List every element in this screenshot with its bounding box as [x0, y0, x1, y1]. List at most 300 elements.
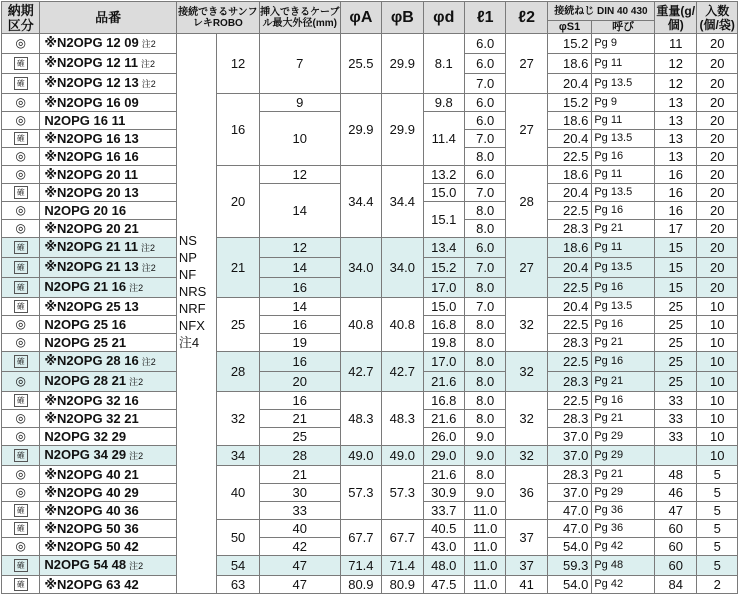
thread-s1: 47.0 — [547, 502, 591, 520]
dim-d: 21.6 — [423, 466, 464, 484]
dim-d: 21.6 — [423, 372, 464, 392]
thread-call: Pg 11 — [592, 112, 655, 130]
dim-d: 15.0 — [423, 298, 464, 316]
part-number-text: N2OPG 32 29 — [44, 429, 127, 444]
dim-l1: 11.0 — [464, 520, 505, 538]
robo-type: NRF — [178, 301, 206, 316]
cable-od: 10 — [259, 112, 340, 166]
quantity: 10 — [697, 334, 738, 352]
thread-call: Pg 13.5 — [592, 184, 655, 202]
cable-od: 47 — [259, 556, 340, 576]
dim-a: 49.0 — [340, 446, 381, 466]
thread-call: Pg 9 — [592, 94, 655, 112]
weight: 13 — [654, 130, 696, 148]
thread-s1: 20.4 — [547, 184, 591, 202]
dim-l1: 6.0 — [464, 166, 505, 184]
dim-l1: 11.0 — [464, 538, 505, 556]
quantity: 10 — [697, 316, 738, 334]
dim-l1: 9.0 — [464, 484, 505, 502]
quantity: 20 — [697, 166, 738, 184]
quantity: 20 — [697, 130, 738, 148]
part-number — [40, 538, 176, 556]
quantity: 20 — [697, 112, 738, 130]
stock-cell: ◎ — [2, 316, 40, 334]
note-mark: 注2 — [141, 79, 156, 89]
thread-s1: 20.4 — [547, 130, 591, 148]
dim-d: 21.6 — [423, 410, 464, 428]
quantity: 20 — [697, 278, 738, 298]
dim-l2: 37 — [506, 556, 547, 576]
weight: 12 — [654, 74, 696, 94]
table-row — [2, 352, 738, 372]
cable-od: 47 — [259, 576, 340, 594]
dim-a: 29.9 — [340, 94, 381, 166]
weight: 13 — [654, 148, 696, 166]
stock-cell: ◎ — [2, 334, 40, 352]
part-number — [40, 428, 176, 446]
thread-call: Pg 21 — [592, 220, 655, 238]
part-number — [40, 520, 176, 538]
dim-a: 25.5 — [340, 34, 381, 94]
col-a: φA — [340, 2, 381, 34]
weight: 13 — [654, 94, 696, 112]
dim-l1: 7.0 — [464, 74, 505, 94]
dim-d: 13.2 — [423, 166, 464, 184]
fitting-size: 34 — [217, 446, 259, 466]
table-row — [2, 576, 738, 594]
part-number — [40, 258, 176, 278]
quantity: 20 — [697, 238, 738, 258]
fitting-size: 21 — [217, 238, 259, 298]
col-b: φB — [382, 2, 423, 34]
part-number-text: ※N2OPG 32 21 — [44, 411, 139, 426]
weight: 16 — [654, 184, 696, 202]
cable-od: 20 — [259, 372, 340, 392]
cable-od: 25 — [259, 428, 340, 446]
dim-l1: 6.0 — [464, 54, 505, 74]
dim-l1: 8.0 — [464, 316, 505, 334]
part-number-text: ※N2OPG 40 36 — [44, 503, 139, 518]
part-number-text: N2OPG 28 21 — [44, 373, 127, 388]
dim-l1: 7.0 — [464, 298, 505, 316]
dim-l1: 8.0 — [464, 278, 505, 298]
part-number-text: ※N2OPG 50 42 — [44, 539, 139, 554]
cable-od: 19 — [259, 334, 340, 352]
fitting-size: 63 — [217, 576, 259, 594]
dim-b: 49.0 — [382, 446, 423, 466]
fitting-size: 25 — [217, 298, 259, 352]
fitting-size: 50 — [217, 520, 259, 556]
stock-cell — [2, 352, 40, 372]
part-number — [40, 220, 176, 238]
note-mark: 注2 — [129, 561, 144, 571]
cable-od: 28 — [259, 446, 340, 466]
dim-l2: 32 — [506, 298, 547, 352]
thread-s1: 22.5 — [547, 148, 591, 166]
dim-l1: 8.0 — [464, 466, 505, 484]
part-number — [40, 392, 176, 410]
part-number-text: N2OPG 34 29 — [44, 447, 127, 462]
dim-l2: 36 — [506, 466, 547, 520]
robo-type: NFX — [178, 318, 205, 333]
stock-cell: ◎ — [2, 466, 40, 484]
dim-l2: 41 — [506, 576, 547, 594]
cable-od: 14 — [259, 258, 340, 278]
part-number-text: ※N2OPG 21 11 — [44, 239, 138, 254]
stock-confirm-badge: 確 — [14, 559, 28, 572]
col-l2: ℓ2 — [506, 2, 547, 34]
part-number-text: ※N2OPG 40 29 — [44, 485, 139, 500]
dim-a: 34.0 — [340, 238, 381, 298]
thread-call: Pg 29 — [592, 484, 655, 502]
part-number-text: N2OPG 25 21 — [44, 335, 127, 350]
dim-a: 40.8 — [340, 298, 381, 352]
part-number — [40, 184, 176, 202]
weight: 47 — [654, 502, 696, 520]
dim-l2: 27 — [506, 238, 547, 298]
stock-cell: ◎ — [2, 484, 40, 502]
dim-d: 48.0 — [423, 556, 464, 576]
cable-od: 21 — [259, 466, 340, 484]
dim-b: 80.9 — [382, 576, 423, 594]
fitting-size: 12 — [217, 34, 259, 94]
dim-l1: 6.0 — [464, 238, 505, 258]
dim-b: 29.9 — [382, 34, 423, 94]
stock-cell — [2, 130, 40, 148]
table-row — [2, 238, 738, 258]
dim-d: 13.4 — [423, 238, 464, 258]
dim-d: 47.5 — [423, 576, 464, 594]
part-number-text: ※N2OPG 40 21 — [44, 467, 139, 482]
note-mark: 注2 — [129, 451, 144, 461]
weight: 60 — [654, 538, 696, 556]
stock-cell: ◎ — [2, 94, 40, 112]
thread-s1: 28.3 — [547, 334, 591, 352]
dim-a: 48.3 — [340, 392, 381, 446]
weight: 25 — [654, 334, 696, 352]
dim-d: 16.8 — [423, 392, 464, 410]
thread-s1: 28.3 — [547, 466, 591, 484]
quantity: 5 — [697, 538, 738, 556]
thread-call: Pg 16 — [592, 352, 655, 372]
weight: 84 — [654, 576, 696, 594]
part-number — [40, 410, 176, 428]
dim-l1: 8.0 — [464, 334, 505, 352]
part-number — [40, 484, 176, 502]
weight: 17 — [654, 220, 696, 238]
dim-d: 19.8 — [423, 334, 464, 352]
quantity: 20 — [697, 184, 738, 202]
thread-s1: 22.5 — [547, 352, 591, 372]
cable-od: 9 — [259, 94, 340, 112]
cable-od: 16 — [259, 352, 340, 372]
quantity: 10 — [697, 298, 738, 316]
col-robo: 接続できるサンフレキROBO — [176, 2, 259, 34]
weight: 33 — [654, 428, 696, 446]
part-number-text: N2OPG 54 48 — [44, 557, 127, 572]
thread-s1: 22.5 — [547, 278, 591, 298]
dim-d: 17.0 — [423, 352, 464, 372]
part-number-text: ※N2OPG 12 09 — [44, 35, 139, 50]
thread-s1: 18.6 — [547, 54, 591, 74]
cable-od: 14 — [259, 298, 340, 316]
thread-s1: 47.0 — [547, 520, 591, 538]
dim-l1: 9.0 — [464, 446, 505, 466]
weight: 46 — [654, 484, 696, 502]
weight: 12 — [654, 54, 696, 74]
thread-call: Pg 29 — [592, 428, 655, 446]
thread-s1: 18.6 — [547, 238, 591, 258]
dim-d: 30.9 — [423, 484, 464, 502]
cable-od: 12 — [259, 166, 340, 184]
quantity: 20 — [697, 54, 738, 74]
weight: 25 — [654, 316, 696, 334]
thread-call: Pg 13.5 — [592, 74, 655, 94]
part-number — [40, 112, 176, 130]
part-number-text: ※N2OPG 50 36 — [44, 521, 139, 536]
col-qty: 入数(個/袋) — [697, 2, 738, 34]
cable-od: 7 — [259, 34, 340, 94]
dim-l1: 9.0 — [464, 428, 505, 446]
quantity: 10 — [697, 372, 738, 392]
weight: 25 — [654, 298, 696, 316]
dim-b: 48.3 — [382, 392, 423, 446]
stock-cell — [2, 446, 40, 466]
cable-od: 40 — [259, 520, 340, 538]
dim-d: 16.8 — [423, 316, 464, 334]
robo-type: NF — [178, 267, 197, 282]
fitting-size: 40 — [217, 466, 259, 520]
part-number — [40, 130, 176, 148]
stock-cell: ◎ — [2, 34, 40, 54]
part-number-text: ※N2OPG 28 16 — [44, 353, 139, 368]
col-part: 品番 — [40, 2, 176, 34]
table-row — [2, 166, 738, 184]
thread-call: Pg 21 — [592, 466, 655, 484]
weight: 11 — [654, 34, 696, 54]
stock-confirm-badge: 確 — [14, 522, 28, 535]
table-row — [2, 94, 738, 112]
stock-cell: ◎ — [2, 372, 40, 392]
dim-a: 57.3 — [340, 466, 381, 520]
dim-l2: 32 — [506, 446, 547, 466]
quantity: 20 — [697, 148, 738, 166]
part-number — [40, 372, 176, 392]
dim-d: 17.0 — [423, 278, 464, 298]
part-number-text: ※N2OPG 16 13 — [44, 131, 139, 146]
table-row — [2, 520, 738, 538]
weight: 16 — [654, 202, 696, 220]
dim-b: 34.0 — [382, 238, 423, 298]
stock-cell: ◎ — [2, 220, 40, 238]
quantity: 10 — [697, 428, 738, 446]
table-row — [2, 298, 738, 316]
stock-cell — [2, 298, 40, 316]
dim-b: 57.3 — [382, 466, 423, 520]
table-row — [2, 466, 738, 484]
dim-l2: 27 — [506, 34, 547, 94]
stock-cell — [2, 520, 40, 538]
part-number — [40, 298, 176, 316]
dim-d: 9.8 — [423, 94, 464, 112]
thread-s1: 18.6 — [547, 166, 591, 184]
part-number — [40, 74, 176, 94]
part-number — [40, 202, 176, 220]
dim-l2: 27 — [506, 94, 547, 166]
quantity: 20 — [697, 94, 738, 112]
stock-cell — [2, 392, 40, 410]
quantity: 10 — [697, 352, 738, 372]
thread-call: Pg 13.5 — [592, 298, 655, 316]
dim-l1: 7.0 — [464, 130, 505, 148]
note-mark: 注2 — [129, 283, 144, 293]
fitting-size: 16 — [217, 94, 259, 166]
part-number-text: ※N2OPG 63 42 — [44, 577, 139, 592]
fitting-size: 20 — [217, 166, 259, 238]
cable-od: 21 — [259, 410, 340, 428]
stock-cell — [2, 258, 40, 278]
thread-call: Pg 16 — [592, 202, 655, 220]
dim-a: 67.7 — [340, 520, 381, 556]
thread-call: Pg 29 — [592, 446, 655, 466]
stock-confirm-badge: 確 — [14, 394, 28, 407]
table-row — [2, 392, 738, 410]
quantity: 20 — [697, 74, 738, 94]
col-l1: ℓ1 — [464, 2, 505, 34]
weight: 60 — [654, 556, 696, 576]
quantity: 5 — [697, 502, 738, 520]
table-body — [2, 34, 738, 594]
stock-confirm-badge: 確 — [14, 186, 28, 199]
dim-d: 8.1 — [423, 34, 464, 94]
col-cable: 挿入できるケーブル最大外径(mm) — [259, 2, 340, 34]
dim-l1: 8.0 — [464, 202, 505, 220]
part-number — [40, 352, 176, 372]
part-number — [40, 148, 176, 166]
part-number — [40, 166, 176, 184]
cable-od: 42 — [259, 538, 340, 556]
quantity: 5 — [697, 466, 738, 484]
weight: 25 — [654, 352, 696, 372]
dim-l2: 28 — [506, 166, 547, 238]
thread-s1: 15.2 — [547, 34, 591, 54]
col-weight: 重量(g/個) — [656, 3, 696, 32]
quantity: 2 — [697, 576, 738, 594]
cable-od: 33 — [259, 502, 340, 520]
thread-s1: 22.5 — [547, 316, 591, 334]
stock-cell — [2, 556, 40, 576]
stock-cell — [2, 74, 40, 94]
dim-a: 71.4 — [340, 556, 381, 576]
weight: 15 — [654, 238, 696, 258]
stock-confirm-badge: 確 — [14, 300, 28, 313]
thread-s1: 37.0 — [547, 446, 591, 466]
note-mark: 注2 — [140, 243, 155, 253]
dim-l1: 11.0 — [464, 556, 505, 576]
stock-cell — [2, 238, 40, 258]
part-number — [40, 502, 176, 520]
dim-d: 15.1 — [423, 202, 464, 238]
weight: 48 — [654, 466, 696, 484]
thread-call: Pg 11 — [592, 238, 655, 258]
thread-s1: 28.3 — [547, 220, 591, 238]
stock-cell: ◎ — [2, 428, 40, 446]
stock-cell: ◎ — [2, 202, 40, 220]
quantity: 20 — [697, 34, 738, 54]
weight: 33 — [654, 392, 696, 410]
dim-d: 15.0 — [423, 184, 464, 202]
part-number — [40, 94, 176, 112]
thread-s1: 28.3 — [547, 410, 591, 428]
robo-type: NRS — [178, 284, 207, 299]
robo-type: NP — [178, 250, 197, 265]
dim-a: 34.4 — [340, 166, 381, 238]
thread-call: Pg 13.5 — [592, 258, 655, 278]
note-mark: 注2 — [141, 39, 156, 49]
stock-confirm-badge: 確 — [14, 57, 28, 70]
dim-l1: 8.0 — [464, 148, 505, 166]
weight — [654, 446, 696, 466]
stock-cell — [2, 278, 40, 298]
part-number — [40, 238, 176, 258]
stock-confirm-badge: 確 — [14, 132, 28, 145]
part-number-text: ※N2OPG 20 21 — [44, 221, 139, 236]
dim-d: 26.0 — [423, 428, 464, 446]
thread-s1: 20.4 — [547, 298, 591, 316]
quantity: 10 — [697, 410, 738, 428]
thread-s1: 22.5 — [547, 392, 591, 410]
dim-l2: 32 — [506, 392, 547, 446]
dim-b: 67.7 — [382, 520, 423, 556]
col-stock: 納期区分 — [2, 2, 40, 34]
part-number — [40, 466, 176, 484]
dim-d: 33.7 — [423, 502, 464, 520]
dim-l1: 7.0 — [464, 184, 505, 202]
table-row — [2, 556, 738, 576]
thread-call: Pg 48 — [592, 556, 655, 576]
thread-s1: 37.0 — [547, 428, 591, 446]
dim-l1: 7.0 — [464, 258, 505, 278]
part-number-text: ※N2OPG 20 11 — [44, 167, 138, 182]
part-number-text: ※N2OPG 32 16 — [44, 393, 139, 408]
thread-s1: 37.0 — [547, 484, 591, 502]
dim-a: 42.7 — [340, 352, 381, 392]
dim-l1: 8.0 — [464, 352, 505, 372]
fitting-size: 28 — [217, 352, 259, 392]
dim-l1: 11.0 — [464, 576, 505, 594]
dim-l1: 8.0 — [464, 392, 505, 410]
thread-call: Pg 36 — [592, 520, 655, 538]
col-d: φd — [423, 2, 464, 34]
part-number — [40, 556, 176, 576]
part-number — [40, 34, 176, 54]
stock-cell: ◎ — [2, 538, 40, 556]
thread-call: Pg 21 — [592, 334, 655, 352]
part-number-text: N2OPG 21 16 — [44, 279, 127, 294]
stock-confirm-badge: 確 — [14, 241, 28, 254]
table-row — [2, 446, 738, 466]
thread-call: Pg 42 — [592, 538, 655, 556]
part-number-text: ※N2OPG 16 09 — [44, 95, 139, 110]
note-mark: 注2 — [141, 357, 156, 367]
thread-call: Pg 11 — [592, 166, 655, 184]
note-mark: 注2 — [140, 59, 155, 69]
stock-cell — [2, 184, 40, 202]
dim-b: 40.8 — [382, 298, 423, 352]
dim-d: 15.2 — [423, 258, 464, 278]
stock-confirm-badge: 確 — [14, 77, 28, 90]
part-number-text: ※N2OPG 21 13 — [44, 259, 139, 274]
